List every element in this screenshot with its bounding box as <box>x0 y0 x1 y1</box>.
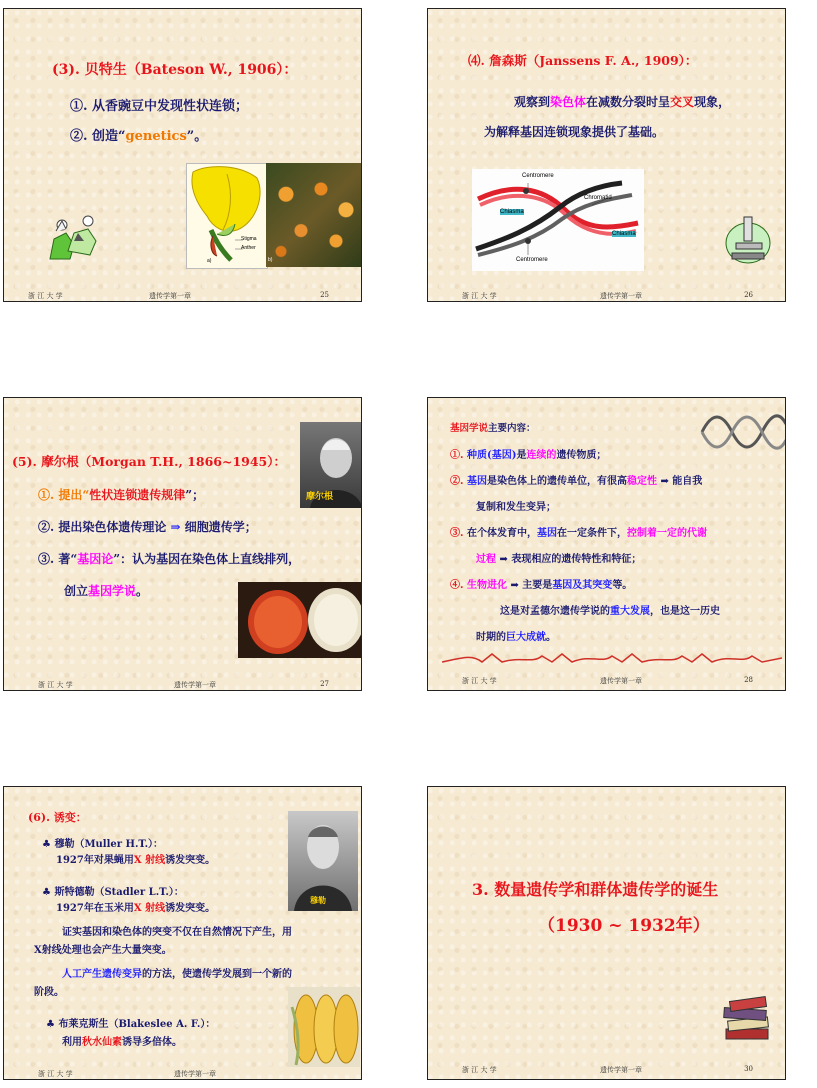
body-line <box>514 93 730 110</box>
text: ”：认为基因在染色体上直线排列， <box>113 552 301 566</box>
highlight: 种质(基因) <box>466 450 517 461</box>
text: 在一定条件下， <box>556 528 627 539</box>
highlight: 稳定性 <box>626 476 657 487</box>
footer-course: 遗传学第一章 <box>600 1066 642 1074</box>
highlight: 生物进化 <box>466 580 507 591</box>
slide-30 <box>427 786 786 1080</box>
text: 1927年在玉米用 <box>56 903 134 914</box>
highlight: 秋水仙素 <box>82 1037 122 1048</box>
footer-school: 浙 江 大 学 <box>28 292 63 300</box>
label-centromere-top: Centromere <box>522 173 554 179</box>
highlight: 基因论 <box>77 552 114 566</box>
text: 遗传物质； <box>556 450 607 461</box>
text: ♣ 斯特德勒（Stadler L.T.）： <box>42 887 184 898</box>
list-item <box>46 1015 215 1030</box>
slide-title: (5). 摩尔根（Morgan T.H., 1866~1945）： <box>12 454 286 469</box>
list-item <box>450 524 707 539</box>
text: 主要内容： <box>488 423 536 434</box>
item-text: ②. 创造“ <box>70 129 126 144</box>
slide-29 <box>3 786 362 1080</box>
highlight: 性状连锁遗传规律 <box>89 488 186 502</box>
list-item <box>450 472 702 487</box>
text: 在减数分裂时呈 <box>586 95 671 109</box>
sweet-pea-field-image <box>266 163 362 267</box>
footer-course: 遗传学第一章 <box>600 677 642 685</box>
text: ➡ 主要是 <box>506 580 553 591</box>
text: ➡ 能自我 <box>656 476 703 487</box>
body-line: 为解释基因连锁现象提供了基础。 <box>484 125 665 139</box>
page-number: 30 <box>744 1065 753 1073</box>
slide-title: (6). 诱变： <box>28 811 87 824</box>
sweet-pea-flower-image <box>186 163 268 269</box>
highlight: 控制着一定的代谢 <box>626 528 707 539</box>
text: ♣ 穆勒（Muller H.T.）： <box>42 839 164 850</box>
list-item <box>64 582 148 599</box>
summary-line <box>500 602 720 617</box>
footer-course: 遗传学第一章 <box>149 292 191 300</box>
dna-helix-icon <box>700 410 786 454</box>
item-text: ①. 从香豌豆中发现性状连锁； <box>70 99 249 114</box>
footer-course: 遗传学第一章 <box>600 292 642 300</box>
text: 观察到 <box>514 95 551 109</box>
text: 诱发突变。 <box>165 903 216 914</box>
list-item <box>42 883 184 898</box>
text: 1927年对果蝇用 <box>56 855 134 866</box>
page-number: 28 <box>744 676 753 684</box>
label-centromere-bottom: Centromere <box>516 257 548 263</box>
body-line: X射线处理也会产生大量突变。 <box>34 945 172 956</box>
body-line <box>62 965 292 980</box>
list-item-cont <box>56 851 215 866</box>
list-item <box>38 550 300 567</box>
text: 创立 <box>64 584 89 598</box>
slide-subtitle: （1930 ~ 1932年） <box>538 916 710 936</box>
figure-label-stigma: Stigma <box>241 236 257 242</box>
item-text: ”。 <box>186 129 208 144</box>
text: 诱发突变。 <box>165 855 216 866</box>
highlight: 过程 <box>476 554 496 565</box>
footer-course: 遗传学第一章 <box>174 681 216 689</box>
text: 。 <box>136 584 149 598</box>
text: 。 <box>546 632 556 643</box>
highlight: 基因学说 <box>450 423 489 434</box>
highlight: 基因 <box>536 528 557 539</box>
page-number: 27 <box>320 680 329 688</box>
body-line: 证实基因和染色体的突变不仅在自然情况下产生，用 <box>62 927 292 938</box>
summary-line <box>476 628 556 643</box>
highlight: 基因及其突变 <box>552 580 613 591</box>
slide-title: (3). 贝特生（Bateson W., 1906）： <box>52 62 298 78</box>
list-item <box>450 446 606 461</box>
text: 时期的 <box>476 632 506 643</box>
decorative-border-icon <box>442 650 782 666</box>
figure-label-b: b) <box>268 257 273 263</box>
highlight: 基因学说 <box>88 584 137 598</box>
text: 细胞遗传学； <box>180 520 257 534</box>
list-item <box>70 95 248 114</box>
portrait-caption: 摩尔根 <box>306 492 334 502</box>
footer-course: 遗传学第一章 <box>174 1070 216 1078</box>
microscope-icon <box>722 209 774 265</box>
slide-27 <box>3 397 362 691</box>
text: 是 <box>516 450 527 461</box>
num: ③. <box>450 528 464 539</box>
slide-title: 3. 数量遗传学和群体遗传学的诞生 <box>472 880 719 899</box>
text: ，也是这一历史 <box>650 606 720 617</box>
figure-label-a: a) <box>207 258 212 264</box>
text: 诱导多倍体。 <box>122 1037 182 1048</box>
text: 现象， <box>694 95 731 109</box>
list-item <box>38 486 204 503</box>
label-chromatid: Chromatid <box>584 195 612 201</box>
list-item-cont <box>56 899 215 914</box>
num: ①. <box>450 450 464 461</box>
label-chiasma-left: Chiasma <box>500 209 524 215</box>
text: 这是对孟德尔遗传学说的 <box>500 606 610 617</box>
text: 利用 <box>62 1037 82 1048</box>
morgan-portrait <box>300 422 362 508</box>
page-number: 26 <box>744 291 753 299</box>
list-item-cont: 复制和发生变异； <box>476 502 556 513</box>
cartoon-chicks-icon <box>44 211 104 263</box>
text: ♣ 布莱克斯生（Blakeslee A. F.）： <box>46 1019 216 1030</box>
footer-school: 浙 江 大 学 <box>462 677 497 685</box>
portrait-caption: 穆勒 <box>310 895 326 905</box>
highlight-crossover: 交叉 <box>670 95 695 109</box>
highlight: X 射线 <box>133 855 166 866</box>
slide-26 <box>427 8 786 302</box>
slide-28 <box>427 397 786 691</box>
highlight: 巨大成就 <box>506 632 546 643</box>
slide-25 <box>3 8 362 302</box>
arrow-icon: ⇒ <box>170 520 181 534</box>
list-item-cont <box>476 550 641 565</box>
footer-school: 浙 江 大 学 <box>462 292 497 300</box>
highlight: 人工产生遗传变异 <box>62 969 142 980</box>
text: ”； <box>185 488 205 502</box>
figure-label-anther: Anther <box>241 245 256 251</box>
footer-school: 浙 江 大 学 <box>38 1070 73 1078</box>
footer-school: 浙 江 大 学 <box>38 681 73 689</box>
text: ③. 著“ <box>38 552 78 566</box>
page-number: 25 <box>320 291 329 299</box>
text: 等。 <box>612 580 633 591</box>
corn-image <box>288 987 360 1067</box>
text: ①. 提出“ <box>38 488 90 502</box>
slide-title: ⑷. 詹森斯（Janssens F. A., 1909）： <box>468 53 698 68</box>
highlight: 连续的 <box>526 450 557 461</box>
highlight: 基因 <box>466 476 487 487</box>
text: 的方法，使遗传学发展到一个新的 <box>142 969 292 980</box>
body-line: 阶段。 <box>34 987 64 998</box>
list-item <box>450 576 632 591</box>
list-item <box>70 125 207 144</box>
num: ②. <box>450 476 464 487</box>
footer-school: 浙 江 大 学 <box>462 1066 497 1074</box>
num: ④. <box>450 580 464 591</box>
muller-portrait <box>288 811 358 911</box>
genetics-word: genetics <box>125 129 187 144</box>
fruit-fly-eyes-image <box>238 582 362 658</box>
text: ➡ 表现相应的遗传特性和特征； <box>496 554 642 565</box>
list-item-cont <box>62 1033 182 1048</box>
chiasma-diagram <box>472 169 644 271</box>
highlight-chromosome: 染色体 <box>550 95 587 109</box>
text: ②. 提出染色体遗传理论 <box>38 520 171 534</box>
text: 是染色体上的遗传单位，有很高 <box>486 476 627 487</box>
label-chiasma-right: Chiasma <box>612 231 636 237</box>
list-item <box>38 518 257 535</box>
list-item <box>42 835 163 850</box>
highlight: 重大发展 <box>610 606 650 617</box>
text: 在个体发育中， <box>466 528 537 539</box>
highlight: X 射线 <box>133 903 166 914</box>
books-icon <box>720 993 774 1045</box>
heading <box>450 420 536 434</box>
